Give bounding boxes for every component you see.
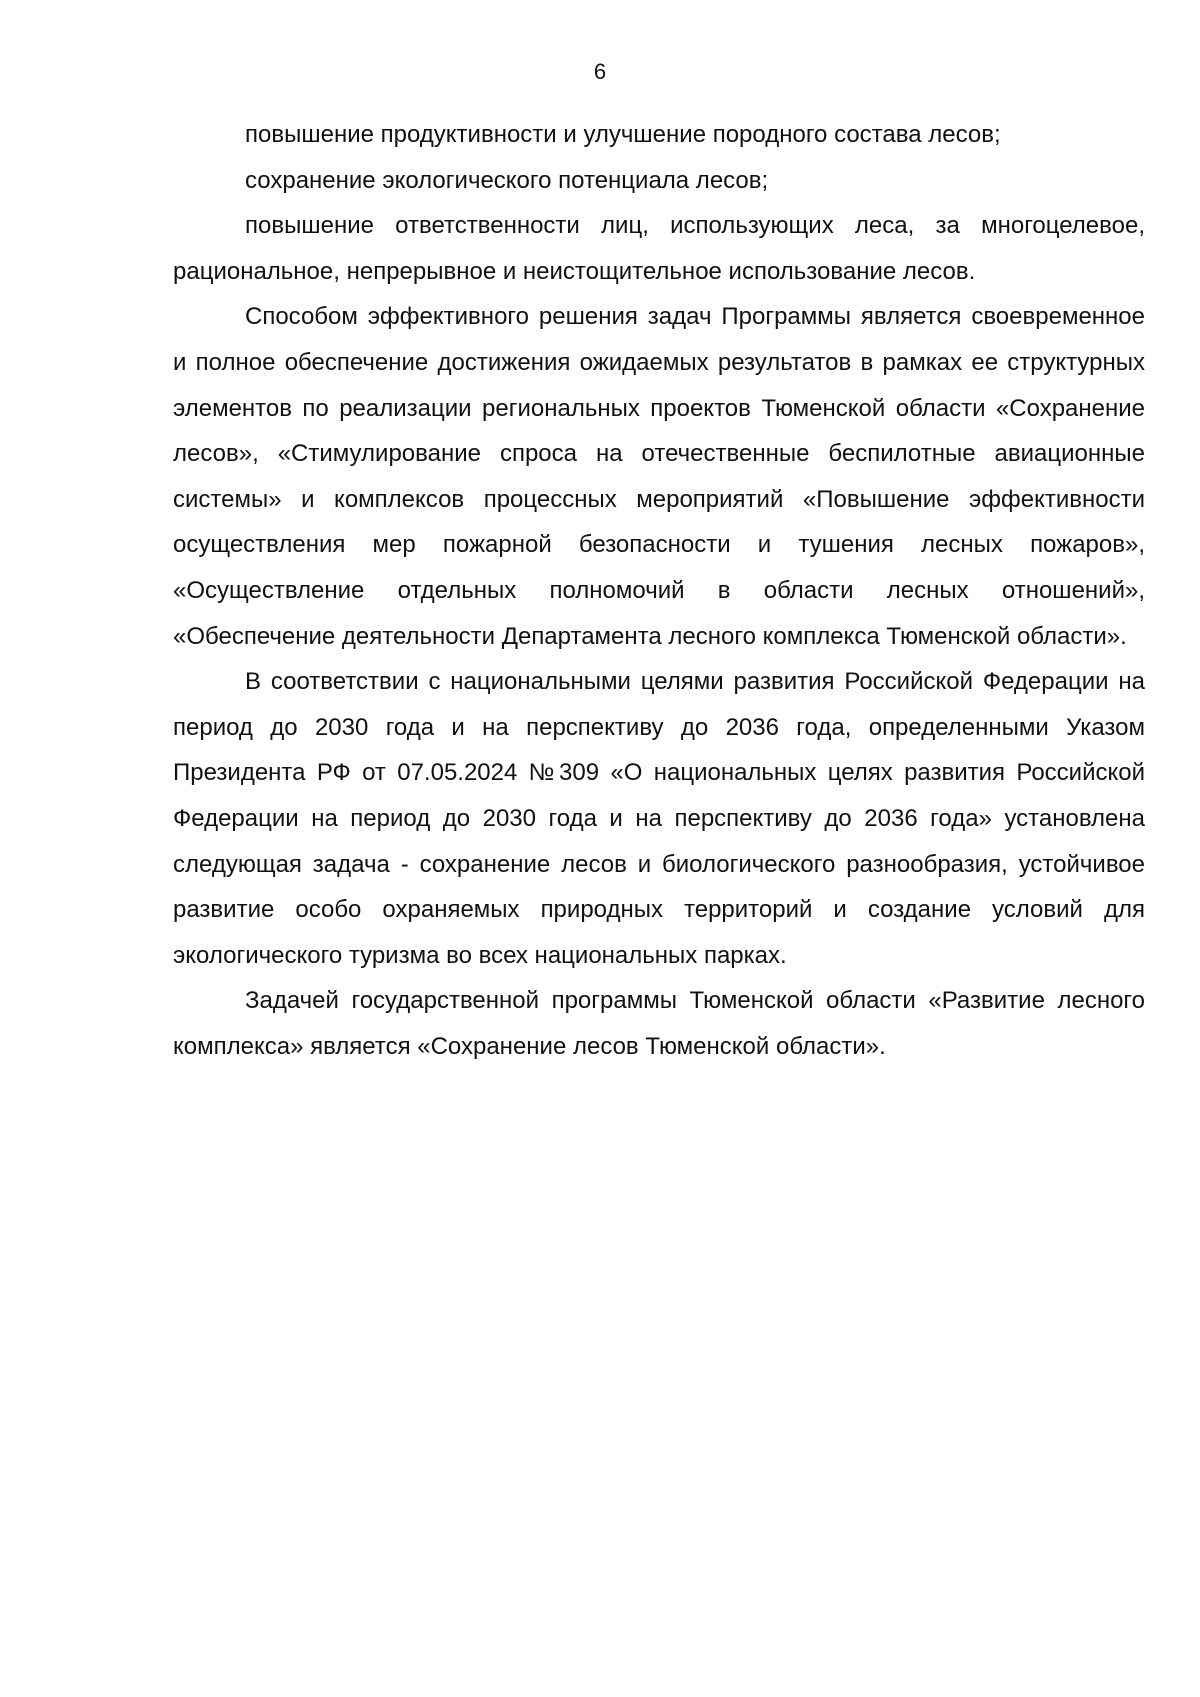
page-number: 6 bbox=[593, 59, 607, 84]
paragraph-national-goals: В соответствии с национальными целями развития Российской Федерации на период до 2030 года и на перспективу до 2036 года, определенными Указом Президента РФ от 07.05.2024 №309 «О национальных целях развития Российской Федерации на период до 2030 года и на перспективу до 2036 года» установлена следующая задача - сохранение лесов и биологического разнообразия, устойчивое развитие особо охраняемых природных территорий и создание условий для экологического туризма во всех национальных парках. bbox=[173, 668, 1145, 969]
document-body bbox=[173, 112, 1145, 1069]
paragraph-ecological-potential: сохранение экологического потенциала лесов; bbox=[245, 166, 769, 194]
paragraph-responsibility: повышение ответственности лиц, использующих леса, за многоцелевое, рациональное, непрерывное и неистощительное использование лесов. bbox=[173, 212, 1145, 285]
paragraph-method: Способом эффективного решения задач Программы является своевременное и полное обеспечение достижения ожидаемых результатов в рамках ее структурных элементов по реализации региональных проектов Тюменской области «Сохранение лесов», «Стимулирование спроса на отечественные беспилотные авиационные системы» и комплексов процессных мероприятий «Повышение эффективности осуществления мер пожарной безопасности и тушения лесных пожаров», «Осуществление отдельных полномочий в области лесных отношений», «Обеспечение деятельности Департамента лесного комплекса Тюменской области». bbox=[173, 303, 1145, 650]
paragraph-productivity: повышение продуктивности и улучшение породного состава лесов; bbox=[245, 121, 1001, 148]
paragraph-program-task: Задачей государственной программы Тюменской области «Развитие лесного комплекса» является «Сохранение лесов Тюменской области». bbox=[173, 987, 1145, 1060]
